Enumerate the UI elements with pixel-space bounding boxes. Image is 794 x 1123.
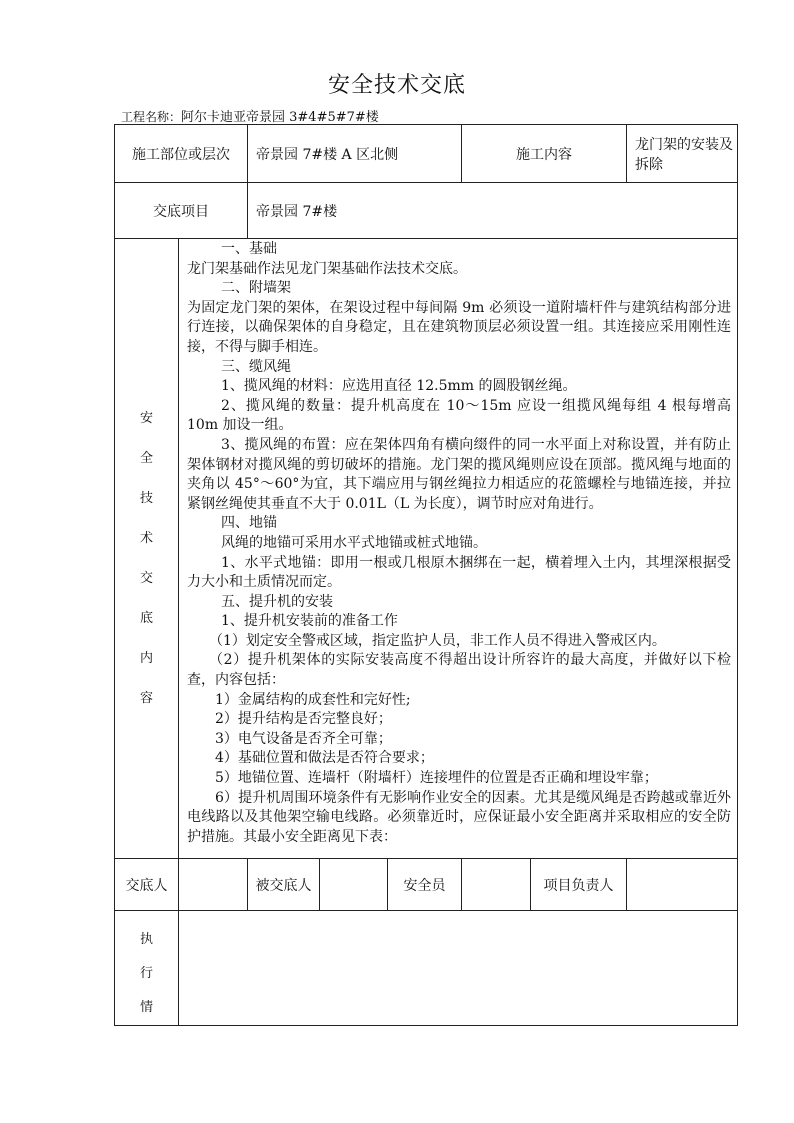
project-name (121, 106, 379, 125)
paragraph: （2）提升机架体的实际安装高度不得超出设计所容许的最大高度，并做好以下检查，内容包括： (187, 652, 732, 689)
execution-label-char: 行 (139, 966, 153, 981)
disclosure-table (114, 124, 738, 1026)
paragraph: 1、水平式地锚：即用一根或几根原木捆绑在一起，横着埋入土内，其埋深根据受力大小和土质情况而定。 (187, 554, 732, 591)
paragraph: 龙门架基础作法见龙门架基础作法技术交底。 (187, 260, 467, 277)
discloser-label: 交底人 (115, 859, 179, 911)
list-item: 3）电气设备是否齐全可靠； (215, 730, 392, 747)
side-label (115, 239, 179, 859)
paragraph: 1、提升机安装前的准备工作 (221, 613, 398, 630)
document-title: 安全技术交底 (327, 73, 466, 98)
section-heading: 五、提升机的安装 (221, 593, 333, 610)
project-manager-label: 项目负责人 (531, 859, 627, 911)
list-item: 4）基础位置和做法是否符合要求； (215, 750, 434, 767)
header-row-location (115, 125, 738, 183)
receiver-signature-field[interactable] (320, 859, 388, 911)
side-label-char: 技 (139, 491, 153, 506)
side-label-char: 容 (139, 691, 153, 706)
content-row (115, 239, 738, 859)
list-item: 1）金属结构的成套性和完好性; (215, 691, 411, 708)
section-heading: 三、缆风绳 (221, 358, 291, 375)
item-label: 交底项目 (115, 183, 248, 239)
side-label-char: 术 (139, 531, 153, 546)
side-label-char: 底 (139, 611, 153, 626)
item-value: 帝景园 7#楼 (248, 183, 738, 239)
section-heading: 二、附墙架 (221, 280, 291, 297)
side-label-char: 内 (139, 651, 153, 666)
list-item: 6）提升机周围环境条件有无影响作业安全的因素。尤其是缆风绳是否跨越或靠近外电线路以及其他架空输电线路。必须靠近时，应保证最小安全距离并采取相应的安全防护措施。其最小安全距离见下表： (187, 789, 732, 845)
discloser-signature-field[interactable] (179, 859, 248, 911)
paragraph: 风绳的地锚可采用水平式地锚或桩式地锚。 (221, 534, 487, 551)
project-value: 阿尔卡迪亚帝景园 3#4#5#7#楼 (181, 110, 379, 125)
location-label: 施工部位或层次 (115, 125, 248, 183)
execution-content-field[interactable] (179, 911, 738, 1026)
content-value: 龙门架的安装及拆除 (627, 125, 738, 183)
paragraph: 2、揽风绳的数量：提升机高度在 10～15m 应设一组揽风绳每组 4 根每增高 10m 加设一组。 (187, 397, 732, 434)
safety-officer-signature-field[interactable] (462, 859, 531, 911)
paragraph: 3、揽风绳的布置：应在架体四角有横向缀件的同一水平面上对称设置，并有防止架体钢材对揽风绳的剪切破坏的措施。龙门架的揽风绳则应设在顶部。揽风绳与地面的夹角以 45°～60°为宜，其下端应用与钢丝绳拉力相适应的花篮螺栓与地锚连接，并拉紧钢丝绳使其垂直不大于 0.01L（L 为长度），调节时应对角进行。 (187, 436, 732, 512)
execution-label-char: 执 (139, 932, 153, 947)
content-label: 施工内容 (462, 125, 627, 183)
paragraph: （1）划定安全警戒区域，指定监护人员，非工作人员不得进入警戒区内。 (209, 632, 666, 649)
execution-label (115, 911, 179, 1026)
execution-label-char: 情 (139, 1000, 153, 1015)
header-row-item (115, 183, 738, 239)
safety-officer-label: 安全员 (388, 859, 462, 911)
side-label-char: 全 (139, 451, 153, 466)
receiver-label: 被交底人 (248, 859, 320, 911)
list-item: 5）地锚位置、连墙杆（附墙杆）连接埋件的位置是否正确和埋设牢靠； (215, 770, 658, 787)
disclosure-content (179, 239, 738, 859)
location-value: 帝景园 7#楼 A 区北侧 (248, 125, 462, 183)
section-heading: 一、基础 (221, 241, 277, 257)
project-label: 工程名称： (121, 110, 182, 124)
side-label-char: 安 (139, 411, 153, 426)
paragraph: 1、揽风绳的材料：应选用直径 12.5mm 的圆股钢丝绳。 (221, 378, 577, 395)
side-label-char: 交 (139, 571, 153, 586)
signature-row (115, 859, 738, 911)
execution-row (115, 911, 738, 1026)
list-item: 2）提升结构是否完整良好； (215, 711, 392, 728)
section-heading: 四、地锚 (221, 515, 277, 532)
paragraph: 为固定龙门架的架体，在架设过程中每间隔 9m 必须设一道附墙杆件与建筑结构部分进行连接，以确保架体的自身稳定，且在建筑物顶层必须设置一组。其连接应采用刚性连接，不得与脚手相连。 (187, 299, 732, 355)
project-manager-signature-field[interactable] (627, 859, 738, 911)
